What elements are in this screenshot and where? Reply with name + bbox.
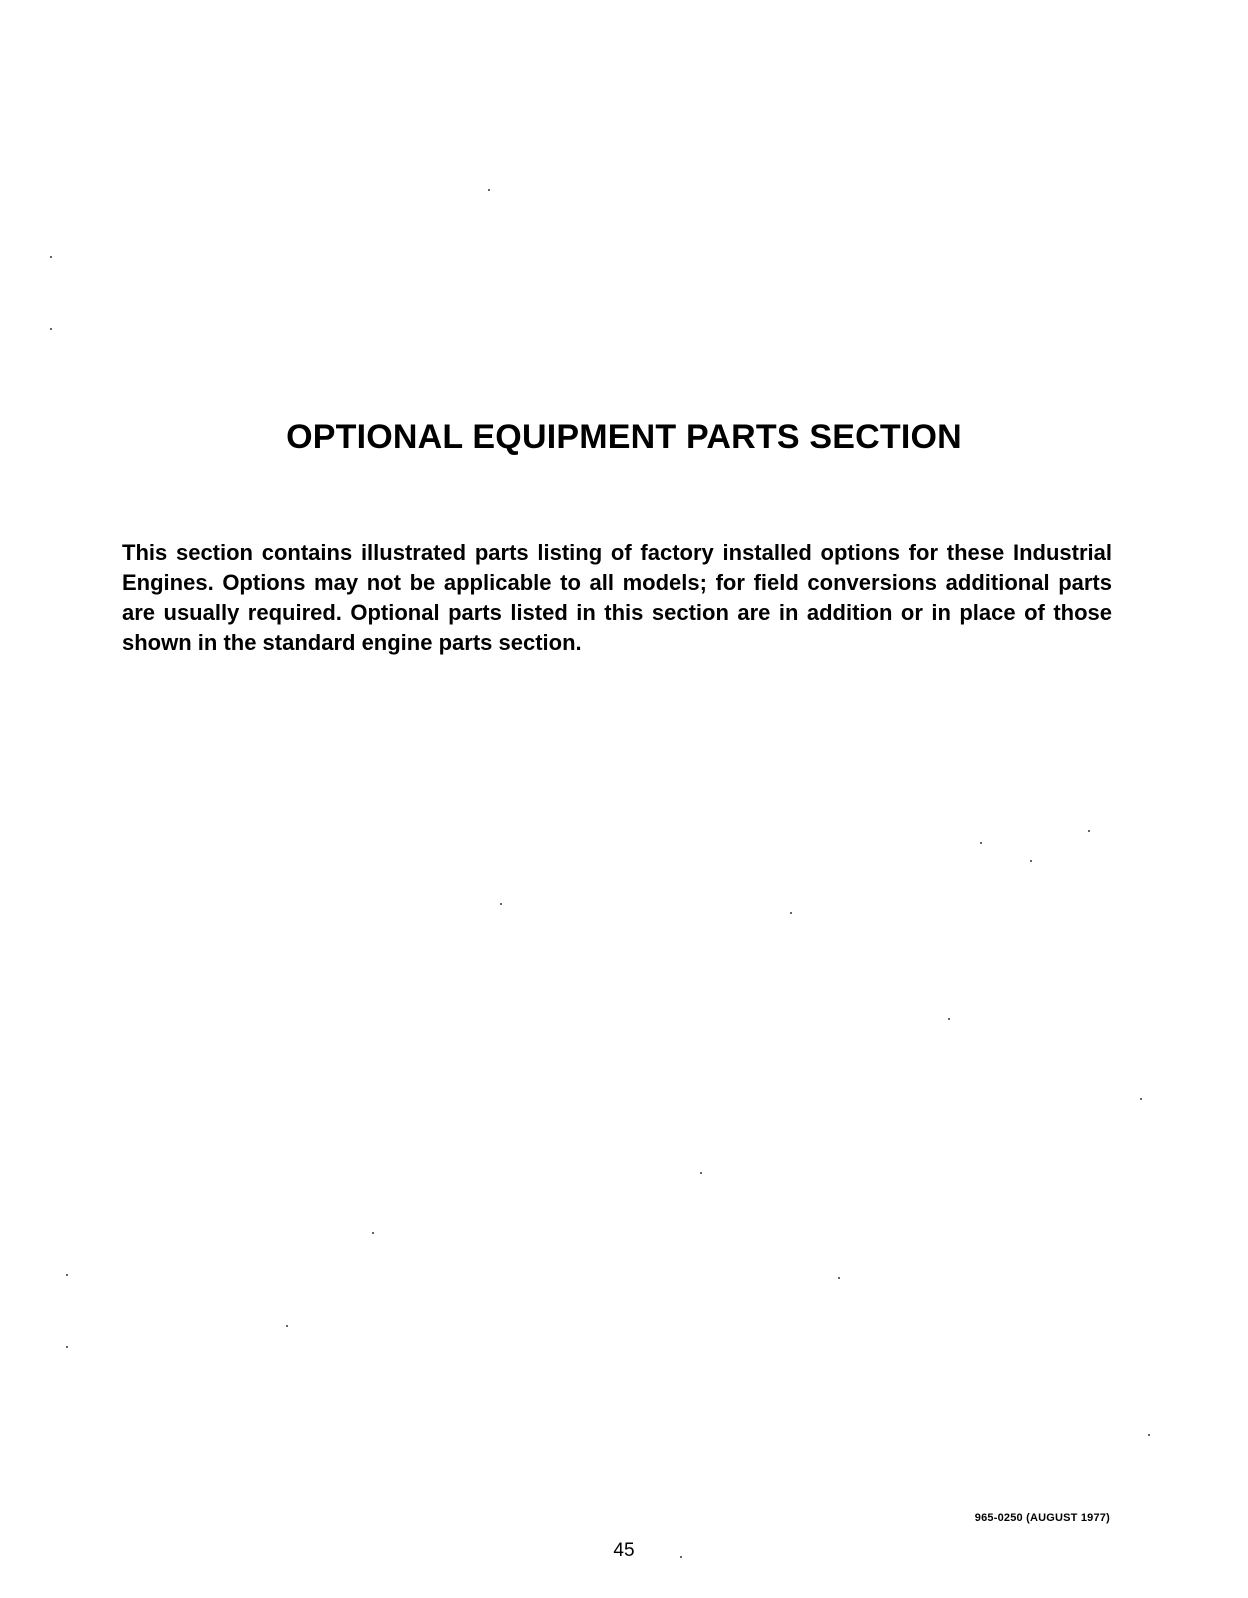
scan-speck xyxy=(790,912,792,914)
document-number: 965-0250 (AUGUST 1977) xyxy=(974,1512,1110,1524)
intro-paragraph: This section contains illustrated parts listing of factory installed options for these Industrial Engines. Options may not be applicable to all models; for field conversions additional parts are usually required. Optional parts listed in this section are in addition or in place of those shown in the standard engine parts section. xyxy=(122,540,1112,655)
section-title: OPTIONAL EQUIPMENT PARTS SECTION xyxy=(286,418,962,456)
scan-speck xyxy=(1148,1434,1150,1436)
scan-speck xyxy=(980,842,982,844)
page-number: 45 xyxy=(613,1540,635,1561)
scan-speck xyxy=(1140,1098,1142,1100)
scan-speck xyxy=(1088,830,1090,832)
scan-speck xyxy=(50,256,52,258)
scan-speck xyxy=(1030,860,1032,862)
scan-speck xyxy=(66,1346,68,1348)
scan-speck xyxy=(838,1277,840,1279)
scan-speck xyxy=(372,1232,374,1234)
scan-speck xyxy=(50,328,52,330)
scan-speck xyxy=(700,1172,702,1174)
scan-speck xyxy=(680,1556,682,1558)
scan-speck xyxy=(948,1018,950,1020)
scan-speck xyxy=(500,903,502,905)
scan-speck xyxy=(66,1274,68,1276)
scan-speck xyxy=(286,1325,288,1327)
scan-speck xyxy=(488,189,490,191)
